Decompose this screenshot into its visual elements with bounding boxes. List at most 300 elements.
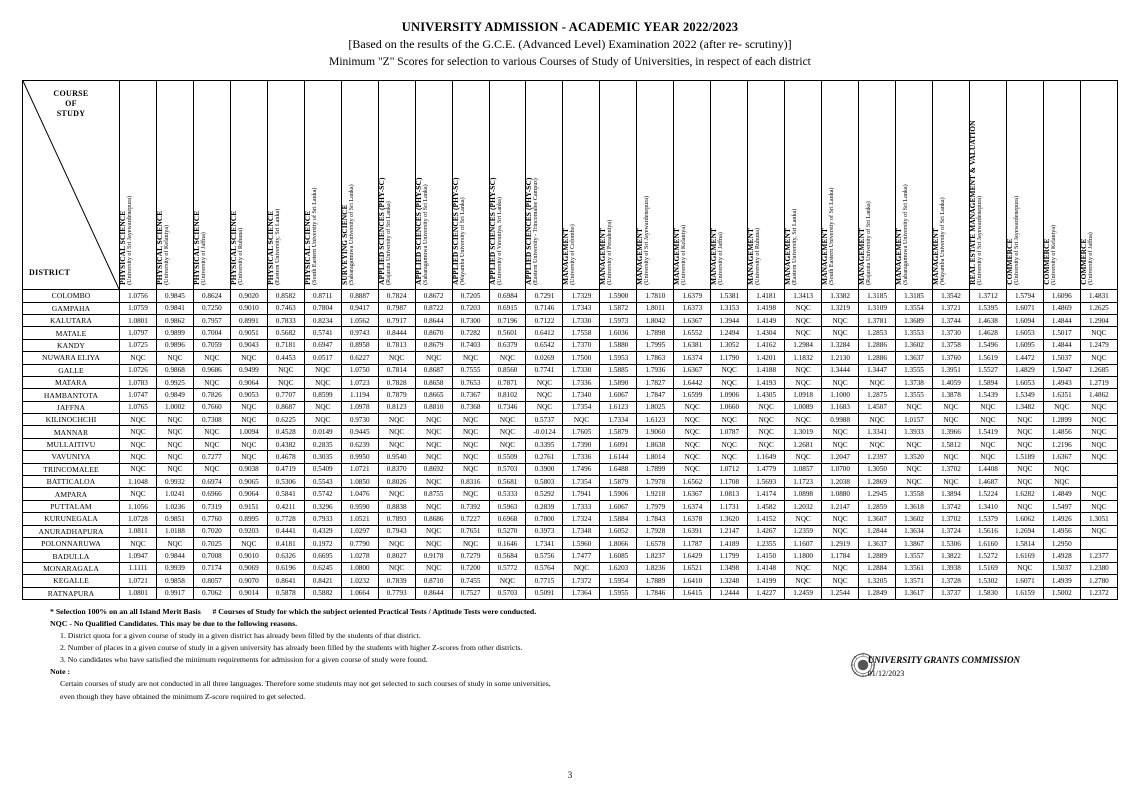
zscore-cell: 1.6367 [1043,451,1080,463]
zscore-cell: 1.5872 [600,302,637,314]
zscore-cell: 0.8316 [452,476,489,488]
zscore-cell: 1.5955 [600,587,637,599]
zscore-cell: 1.6123 [637,414,674,426]
column-course-name: MANAGEMENT [672,228,682,286]
column-header-21 [896,81,933,290]
zscore-cell: 1.3702 [932,513,969,525]
zscore-cell: 1.4193 [748,376,785,388]
zscore-cell: NQC [969,438,1006,450]
zscore-cell: 0.4678 [267,451,304,463]
zscore-cell: 1.3554 [896,302,933,314]
zscore-cell: NQC [1080,488,1117,500]
zscore-cell: 1.3721 [932,302,969,314]
zscore-cell: 1.3109 [859,302,896,314]
zscore-cell: 0.7987 [378,302,415,314]
zscore-cell: NQC [785,327,822,339]
zscore-cell: 1.0562 [341,314,378,326]
zscore-cell: 0.0517 [304,352,341,364]
zscore-cell: 1.6085 [600,550,637,562]
zscore-cell: 1.6374 [674,352,711,364]
zscore-cell: 0.7741 [526,364,563,376]
zscore-cell: 1.4862 [1080,389,1117,401]
zscore-cell: NQC [1080,327,1117,339]
zscore-cell: NQC [452,451,489,463]
column-header-7 [378,81,415,290]
note-reason-3: 3. No candidates who have satisfied the minimum requirements for admission for a given course of study were found. [60,655,428,665]
zscore-cell: NQC [1080,426,1117,438]
zscore-cell: NQC [120,463,157,475]
zscore-cell: NQC [120,426,157,438]
column-university-name: (Rajarata University of Sri Lanka) [866,201,873,286]
column-header-24 [1006,81,1043,290]
zscore-cell: NQC [674,463,711,475]
zscore-cell: 1.2875 [859,389,896,401]
column-header-text [230,85,245,285]
zscore-cell: 1.0725 [120,339,157,351]
zscore-cell: 1.6203 [600,562,637,574]
zscore-cell: 1.2859 [859,500,896,512]
zscore-cell: NQC [822,376,859,388]
zscore-cell: NQC [156,352,193,364]
district-name-cell: PUTTALAM [23,500,120,512]
zscore-cell: 0.6412 [526,327,563,339]
zscore-cell: NQC [822,438,859,450]
zscore-cell: 1.0850 [341,476,378,488]
zscore-cell: 0.9851 [156,513,193,525]
district-name-cell: KILINOCHCHI [23,414,120,426]
zscore-cell: 0.8687 [267,401,304,413]
zscore-cell: 1.3951 [932,364,969,376]
zscore-cell: 0.9939 [156,562,193,574]
table-row [23,389,1118,401]
zscore-cell: 0.7008 [193,550,230,562]
zscore-cell: 0.8057 [193,575,230,587]
column-course-name: MANAGEMENT [931,228,941,286]
district-name-cell: KURUNEGALA [23,513,120,525]
district-name-cell: MATALE [23,327,120,339]
zscore-cell: 0.7368 [452,401,489,413]
zscore-cell: NQC [932,401,969,413]
table-row [23,513,1118,525]
zscore-cell: 1.2479 [1080,339,1117,351]
zscore-cell: 0.6915 [489,302,526,314]
column-header-text [378,85,393,285]
zscore-cell: 1.0721 [120,575,157,587]
zscore-cell: 1.0906 [711,389,748,401]
zscore-cell: 0.9899 [156,327,193,339]
zscore-cell: NQC [1006,562,1043,574]
zscore-cell: 1.7329 [563,290,600,302]
zscore-cell: NQC [452,414,489,426]
zscore-cell: NQC [1080,438,1117,450]
zscore-cell: 1.1683 [822,401,859,413]
zscore-cell: NQC [415,451,452,463]
zscore-cell: 1.3555 [896,389,933,401]
zscore-cell: 0.8755 [415,488,452,500]
column-university-name: (South Eastern University of Sri Lanka) [829,187,836,286]
zscore-cell: 1.7496 [563,463,600,475]
zscore-cell: 1.0726 [120,364,157,376]
zscore-cell: NQC [120,488,157,500]
column-header-26 [1080,81,1117,290]
zscore-cell: 1.8638 [637,438,674,450]
course-label-line3: STUDY [56,109,86,119]
table-row [23,290,1118,302]
zscore-cell: 0.9917 [156,587,193,599]
zscore-cell: 1.7843 [637,513,674,525]
column-header-text [1080,85,1095,285]
zscore-cell: 1.4869 [1043,302,1080,314]
zscore-cell: 1.6053 [1006,327,1043,339]
column-header-text [304,85,319,285]
zscore-cell: 1.2945 [859,488,896,500]
zscore-cell [1080,463,1117,475]
zscore-cell: 1.1194 [341,389,378,401]
table-row [23,562,1118,574]
zscore-cell: 0.9178 [415,550,452,562]
zscore-cell: 1.3894 [932,488,969,500]
zscore-cell: 0.6225 [267,414,304,426]
zscore-cell: 1.7341 [526,538,563,550]
zscore-cell: 0.7715 [526,575,563,587]
column-header-text [267,85,282,285]
zscore-cell: 0.7319 [193,500,230,512]
zscore-cell: 0.7813 [378,339,415,351]
zscore-cell: 1.0236 [156,500,193,512]
zscore-cell: 0.3035 [304,451,341,463]
zscore-cell: 0.9020 [230,290,267,302]
zscore-cell: NQC [674,401,711,413]
zscore-cell: 1.5794 [1006,290,1043,302]
zscore-cell: 0.5882 [304,587,341,599]
zscore-cell: 0.8582 [267,290,304,302]
zscore-cell: 1.7827 [637,376,674,388]
zscore-cell: 1.0947 [120,550,157,562]
zscore-cell: 1.7324 [563,513,600,525]
zscore-cell: 0.9499 [230,364,267,376]
zscore-cell: 1.6488 [600,463,637,475]
zscore-cell: 0.8722 [415,302,452,314]
zscore-cell: 1.4305 [748,389,785,401]
zscore-cell: 1.2853 [859,327,896,339]
zscore-cell: 1.2685 [1080,364,1117,376]
zscore-cell: 0.5681 [489,476,526,488]
zscore-cell: 0.7250 [193,302,230,314]
zscore-cell: 1.7334 [600,414,637,426]
zscore-cell: 0.9038 [230,463,267,475]
zscore-cell: 0.7793 [378,587,415,599]
zscore-cell: 1.2886 [859,352,896,364]
zscore-cell: 0.7004 [193,327,230,339]
zscore-cell: NQC [711,364,748,376]
zscore-cell: 1.2899 [1043,414,1080,426]
column-university-name: (University of Ruhuna) [238,228,245,286]
zscore-cell: 0.4181 [267,538,304,550]
zscore-cell: 1.7330 [563,364,600,376]
column-header-text [563,85,578,285]
notes-block [50,606,810,703]
column-header-2 [193,81,230,290]
page-number: 3 [567,770,573,780]
zscore-cell: 0.9064 [230,488,267,500]
note-selection-a: * Selection 100% on an all Island Merit Basis [50,606,201,616]
zscore-cell: 0.7346 [489,401,526,413]
zscore-cell: 0.9988 [822,414,859,426]
zscore-cell: 1.6367 [674,314,711,326]
zscore-cell: 0.8370 [378,463,415,475]
zscore-cell: 1.1800 [785,550,822,562]
zscore-cell: 1.4844 [1043,314,1080,326]
district-label: DISTRICT [29,268,71,278]
column-course-name: MANAGEMENT [783,228,793,286]
zscore-cell: 1.7336 [563,376,600,388]
header-subtitle: [Based on the results of the G.C.E. (Advanced Level) Examination 2022 (after re- scrutiny)] [348,37,792,52]
zscore-cell: 0.7804 [304,302,341,314]
zscore-cell: 1.0089 [785,401,822,413]
zscore-cell: 1.3938 [932,562,969,574]
zscore-cell: 1.0476 [341,488,378,500]
district-name-cell: BADULLA [23,550,120,562]
column-header-text [784,85,799,285]
column-course-name: PHYSICAL SCIENCE [302,211,312,286]
zscore-cell: 1.4227 [748,587,785,599]
zscore-cell: 1.2719 [1080,376,1117,388]
district-name-cell: GALLE [23,364,120,376]
zscore-cell: 1.2625 [1080,302,1117,314]
district-name-cell: RATNAPURA [23,587,120,599]
zscore-cell: 1.3618 [896,500,933,512]
zscore-cell: 1.2849 [859,587,896,599]
table-header [23,81,1118,290]
zscore-cell: 1.5439 [969,389,1006,401]
zscore-cell: 1.6052 [600,525,637,537]
column-university-name: (Sabaragamuwa University of Sri Lanka) [903,184,910,286]
zscore-cell: 1.2359 [785,525,822,537]
zscore-cell: 0.7205 [452,290,489,302]
zscore-cell: 0.3296 [304,500,341,512]
zscore-cell: 1.6415 [674,587,711,599]
table-row [23,426,1118,438]
zscore-cell: NQC [932,476,969,488]
zscore-cell: 1.3737 [932,587,969,599]
zscore-cell: 0.8665 [415,389,452,401]
column-header-text [415,85,430,285]
column-header-text [932,85,947,285]
zscore-cell: 1.0723 [341,376,378,388]
zscore-cell: 0.6245 [304,562,341,574]
zscore-cell: 1.7846 [637,587,674,599]
zscore-cell: 1.2444 [711,587,748,599]
zscore-cell: NQC [415,476,452,488]
district-name-cell: KANDY [23,339,120,351]
district-name-cell: JAFFNA [23,401,120,413]
column-university-name: (Wayamba University of Sri Lanka) [940,197,947,286]
zscore-cell: 0.8991 [230,314,267,326]
zscore-cell: 1.6053 [1006,376,1043,388]
zscore-cell: 1.7500 [563,352,600,364]
district-name-cell: NUWARA ELIYA [23,352,120,364]
zscore-cell: 0.9590 [341,500,378,512]
zscore-cell: NQC [785,414,822,426]
zscore-cell: 1.2459 [785,587,822,599]
zscore-cell: 1.4198 [748,302,785,314]
zscore-cell: NQC [452,438,489,450]
zscore-cell: 1.5619 [969,352,1006,364]
zscore-cell: 1.4831 [1080,290,1117,302]
table-row [23,339,1118,351]
zscore-cell: 1.4059 [932,376,969,388]
zscore-cell: NQC [193,376,230,388]
zscore-cell: NQC [785,575,822,587]
zscore-cell: 0.8687 [415,364,452,376]
zscore-cell: 0.5742 [304,488,341,500]
zscore-cell: 1.9218 [637,488,674,500]
column-university-name: (University of Sri Jayewardenepura) [1014,196,1021,286]
zscore-cell: NQC [415,352,452,364]
zscore-cell: 1.5879 [600,426,637,438]
table-header-row [23,81,1118,290]
zscore-cell: 0.9730 [341,414,378,426]
zscore-cell: 0.7871 [489,376,526,388]
zscore-cell: 0.7828 [378,376,415,388]
zscore-cell: 0.7660 [193,401,230,413]
zscore-cell: 1.3185 [859,290,896,302]
zscore-cell: 0.5684 [489,550,526,562]
zscore-cell: 0.7403 [452,339,489,351]
zscore-cell: NQC [785,302,822,314]
zscore-cell: 0.5741 [304,327,341,339]
zscore-cell: 1.4189 [711,538,748,550]
zscore-cell: NQC [932,451,969,463]
zscore-cell: 1.0797 [120,327,157,339]
zscore-cell: NQC [822,314,859,326]
zscore-cell: 0.8644 [415,314,452,326]
zscore-cell: 0.7527 [452,587,489,599]
zscore-cell: 1.6144 [600,451,637,463]
column-header-text [600,85,615,285]
zscore-cell: 1.6096 [1043,290,1080,302]
zscore-cell: 1.3617 [896,587,933,599]
zscore-cell: 1.4926 [1043,513,1080,525]
zscore-cell: 1.5527 [969,364,1006,376]
zscore-cell: 1.5814 [1006,538,1043,550]
zscore-cell: 1.7364 [563,587,600,599]
zscore-cell: 0.9069 [230,562,267,574]
zscore-cell: 0.6947 [304,339,341,351]
zscore-cell: 1.0800 [341,562,378,574]
zscore-cell: 0.5963 [489,500,526,512]
zscore-cell: 1.6094 [1006,314,1043,326]
zscore-cell: 0.5764 [526,562,563,574]
zscore-cell: NQC [378,426,415,438]
column-university-name: (University of Sri Jayewardenepura) [977,196,984,286]
column-university-name: (Eastern University, Sri Lanka) [275,209,282,286]
zscore-cell: 0.7025 [193,538,230,550]
column-header-8 [415,81,452,290]
zscore-cell: 1.7354 [563,476,600,488]
zscore-cell: 1.0813 [711,488,748,500]
table-row [23,500,1118,512]
zscore-cell: 0.7181 [267,339,304,351]
zscore-cell: NQC [822,562,859,574]
zscore-cell: NQC [378,562,415,574]
zscore-cell: NQC [193,426,230,438]
zscore-cell: 0.7707 [267,389,304,401]
zscore-cell: 1.0898 [785,488,822,500]
zscore-cell: 1.4150 [748,550,785,562]
zscore-cell: 0.7879 [378,389,415,401]
zscore-cell: 1.0787 [711,426,748,438]
zscore-cell: NQC [304,401,341,413]
zscore-cell: NQC [822,513,859,525]
column-university-name: (Sabaragamuwa University of Sri Lanka) [348,184,355,286]
column-university-name: (Eastern University, Sri Lanka) [792,209,799,286]
column-course-name: PHYSICAL SCIENCE [228,211,238,286]
zscore-cell: NQC [1006,426,1043,438]
zscore-cell: 0.6968 [489,513,526,525]
table-row [23,451,1118,463]
course-label-line1: COURSE [53,89,89,99]
zscore-cell: 0.7227 [452,513,489,525]
zscore-cell: 0.5306 [267,476,304,488]
zscore-cell: 0.5803 [526,476,563,488]
zscore-cell: 1.7558 [563,327,600,339]
zscore-cell: 1.1784 [822,550,859,562]
zscore-cell: 0.7277 [193,451,230,463]
column-header-text [526,85,541,285]
zscore-cell: NQC [785,376,822,388]
zscore-cell: 1.0232 [341,575,378,587]
zscore-cell: NQC [674,414,711,426]
zscore-cell: 1.7847 [637,389,674,401]
zscore-cell: 0.0269 [526,352,563,364]
zscore-cell: 1.4939 [1043,575,1080,587]
column-header-9 [452,81,489,290]
zscore-cell: 1.2032 [785,500,822,512]
zscore-cell: 1.2147 [822,500,859,512]
zscore-cell: 1.5890 [600,376,637,388]
course-of-study-label [23,89,119,119]
district-name-cell: POLONNARUWA [23,538,120,550]
zscore-cell: 1.3555 [896,364,933,376]
table-row [23,488,1118,500]
zscore-cell: 0.8421 [304,575,341,587]
table-row [23,376,1118,388]
zscore-cell: 1.6374 [674,500,711,512]
zscore-cell: 1.7348 [563,525,600,537]
zscore-cell: 1.6071 [1006,575,1043,587]
column-header-17 [748,81,785,290]
zscore-cell: 1.3607 [859,513,896,525]
zscore-cell: NQC [563,414,600,426]
district-name-cell: ANURADHAPURA [23,525,120,537]
zscore-cell: NQC [489,438,526,450]
zscore-cell: NQC [415,438,452,450]
zscore-cell: 0.9065 [230,476,267,488]
zscore-cell: NQC [785,451,822,463]
zscore-cell: 1.4199 [748,575,785,587]
zscore-table [22,80,1118,600]
column-course-name: MANAGEMENT [598,228,608,286]
district-name-cell: MATARA [23,376,120,388]
zscore-cell: 1.5419 [969,426,1006,438]
zscore-cell: 1.6367 [674,488,711,500]
district-name-cell: BATTICALOA [23,476,120,488]
zscore-cell: 0.8810 [415,401,452,413]
zscore-cell: 1.6062 [1006,513,1043,525]
zscore-cell: NQC [452,352,489,364]
zscore-cell: NQC [1080,451,1117,463]
